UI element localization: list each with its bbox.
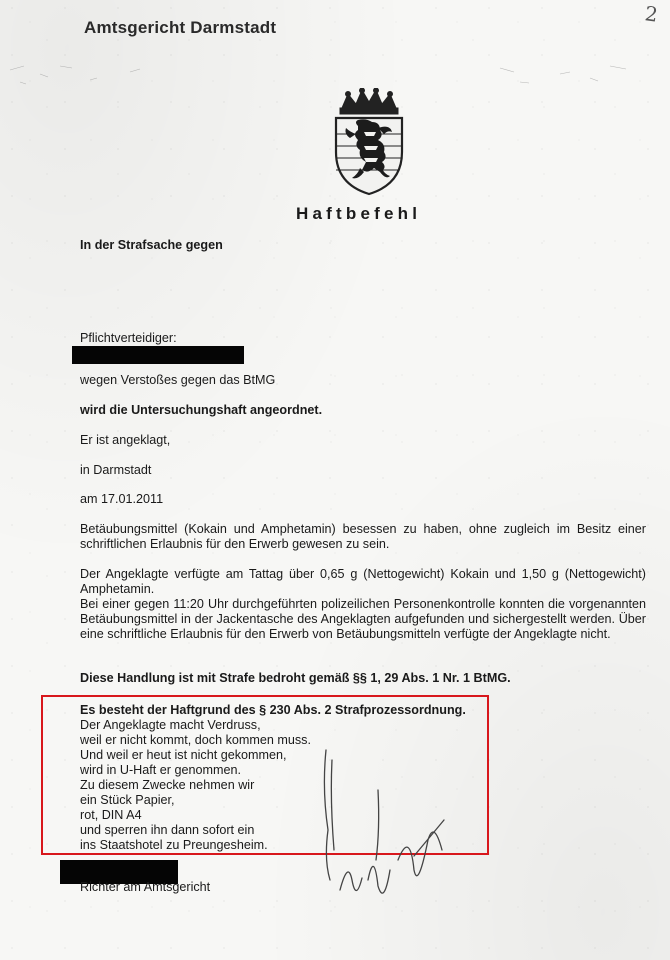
case-intro: In der Strafsache gegen [80, 238, 223, 252]
page-marker: 2 [643, 1, 660, 27]
paragraph-offense: Betäubungsmittel (Kokain und Amphetamin) besessen zu haben, ohne zugleich im Besitz einer schriftlichen Erlaubnis für den Erwerb gewesen zu sein. [80, 522, 646, 551]
paragraph-facts-1: Der Angeklagte verfügte am Tattag über 0,65 g (Nettogewicht) Kokain und 1,50 g (Nettogewicht) Amphetamin. [80, 567, 646, 596]
poem-line: und sperren ihn dann sofort ein [80, 823, 255, 837]
poem-line: Und weil er heut ist nicht gekommen, [80, 748, 287, 762]
handwritten-signature [318, 730, 468, 910]
document-title: Haftbefehl [296, 204, 422, 223]
accused-line: Er ist angeklagt, [80, 433, 171, 447]
court-name: Amtsgericht Darmstadt [84, 18, 277, 37]
date-line: am 17.01.2011 [80, 492, 164, 506]
redaction-bar-defender [72, 346, 244, 364]
order-line: wird die Untersuchungshaft angeordnet. [80, 403, 323, 417]
poem-line: rot, DIN A4 [80, 808, 142, 822]
poem-line: wird in U-Haft er genommen. [80, 763, 241, 777]
poem-line: Zu diesem Zwecke nehmen wir [80, 778, 255, 792]
charge-line: wegen Verstoßes gegen das BtMG [80, 373, 276, 387]
place-line: in Darmstadt [80, 463, 152, 477]
poem-line: weil er nicht kommt, doch kommen muss. [80, 733, 311, 747]
hessen-lion-crest-icon [328, 88, 410, 196]
penalty-line: Diese Handlung ist mit Strafe bedroht gemäß §§ 1, 29 Abs. 1 Nr. 1 BtMG. [80, 671, 511, 685]
poem-line: ins Staatshotel zu Preungesheim. [80, 838, 268, 852]
defender-label: Pflichtverteidiger: [80, 331, 177, 345]
ground-title: Es besteht der Haftgrund des § 230 Abs. 2 Strafprozessordnung. [80, 703, 466, 717]
poem-line: Der Angeklagte macht Verdruss, [80, 718, 261, 732]
paragraph-facts-2: Bei einer gegen 11:20 Uhr durchgeführten polizeilichen Personenkontrolle konnten die vorgenannten Betäubungsmittel in der Jackentasche des Angeklagten aufgefunden und sichergestellt werden. Über eine schriftliche Erlaubnis für den Erwerb von Betäubungsmitteln verfügte der Angeklagte nicht. [80, 597, 646, 641]
signature-role: Richter am Amtsgericht [80, 880, 211, 894]
poem-line: ein Stück Papier, [80, 793, 175, 807]
